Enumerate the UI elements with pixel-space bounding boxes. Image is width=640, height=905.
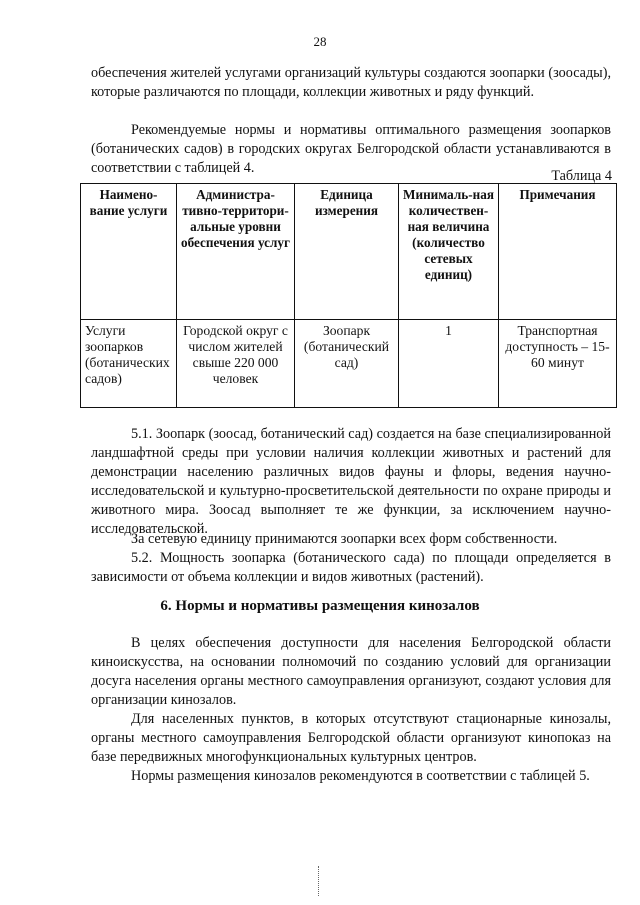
paragraph-5-2: 5.2. Мощность зоопарка (ботанического сада) по площади определяется в зависимости от объема коллекции и видов животных (растений). xyxy=(91,550,611,585)
cell-unit: Зоопарк (ботанический сад) xyxy=(295,320,399,408)
cell-min-quantity: 1 xyxy=(399,320,499,408)
cell-admin-levels: Городской округ с числом жителей свыше 220 000 человек xyxy=(177,320,295,408)
paragraph-recommendation: Рекомендуемые нормы и нормативы оптимального размещения зоопарков (ботанических садов) в городских округах Белгородской области устанавливаются в соответствии с таблицей 4. xyxy=(91,122,611,176)
header-min-quantity: Минималь-ная количествен-ная величина (количество сетевых единиц) xyxy=(399,184,499,320)
paragraph-6-mobile-cinema: Для населенных пунктов, в которых отсутствуют стационарные кинозалы, органы местного самоуправления Белгородской области организуют кинопоказ на базе передвижных многофункциональных культурных центров. xyxy=(91,711,611,765)
header-unit: Единица измерения xyxy=(295,184,399,320)
table-caption: Таблица 4 xyxy=(551,168,612,184)
cell-service-name: Услуги зоопарков (ботанических садов) xyxy=(81,320,177,408)
header-admin-levels: Администра-тивно-территори-альные уровни обеспечения услуг xyxy=(177,184,295,320)
norms-table xyxy=(80,183,617,408)
paragraph-network-unit: За сетевую единицу принимаются зоопарки всех форм собственности. xyxy=(131,531,558,547)
section-6-title: 6. Нормы и нормативы размещения кинозалов xyxy=(160,598,480,614)
header-notes: Примечания xyxy=(499,184,617,320)
paragraph-6-table-ref: Нормы размещения кинозалов рекомендуются в соответствии с таблицей 5. xyxy=(131,768,590,784)
table-header-row xyxy=(81,184,617,320)
table-row xyxy=(81,320,617,408)
paragraph-intro: обеспечения жителей услугами организаций культуры создаются зоопарки (зоосады), которые различаются по площади, коллекции животных и ряду функций. xyxy=(91,65,611,100)
paragraph-6-intro: В целях обеспечения доступности для населения Белгородской области киноискусства, на основании полномочий по созданию условий для организации досуга населения органы местного самоуправления организуют, создают условия для организации кинозалов. xyxy=(91,635,611,708)
paragraph-5-1: 5.1. Зоопарк (зоосад, ботанический сад) создается на базе специализированной ландшафтной среды при условии наличия коллекции животных и растений для демонстрации населению различных видов фауны и флоры, ведения научно-исследовательской и культурно-просветительской деятельности по охране природы и животного мира. Зоосад выполняет те же функции, за исключением научно-исследовательской. xyxy=(91,426,611,537)
page-number: 28 xyxy=(313,34,327,49)
scan-mark xyxy=(318,866,320,896)
header-service-name: Наимено-вание услуги xyxy=(81,184,177,320)
cell-notes: Транспортная доступность – 15-60 минут xyxy=(499,320,617,408)
